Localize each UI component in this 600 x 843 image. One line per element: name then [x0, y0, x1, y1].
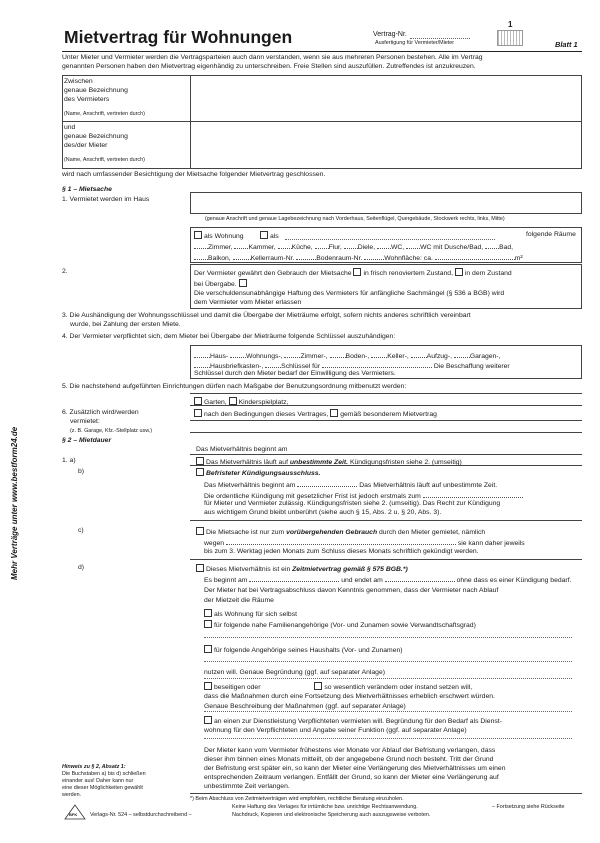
mieter-hint: (Name, Anschrift, vertreten durch)	[64, 157, 145, 163]
option-d-line-10: dass die Maßnahmen durch eine Fortsetzung des Mietverhältnisses erheblich erschwert würden.	[204, 693, 495, 700]
s1-item-1-label: 1. Vermietet werden im Haus	[62, 196, 150, 203]
option-a-label: 1. a)	[62, 457, 76, 464]
gemaess-checkbox[interactable]	[330, 409, 338, 417]
copy-number: 1	[508, 20, 513, 29]
hinweis-line-4: werden.	[62, 792, 82, 798]
option-d-line-12: an einen zur Dienstleistung Verpflichteten vermieten will. Begründung für den Bedarf als Dienst-	[204, 716, 502, 726]
section-1-heading: § 1 – Mietsache	[62, 186, 112, 193]
footer-fortsetzung: – Fortsetzung siehe Rückseite	[492, 804, 565, 810]
intro-line-1: Unter Mieter und Vermieter werden die Vertragsparteien auch dann verstanden, wenn sie aus mehreren Personen bestehen. Alle im Vertrag	[62, 54, 483, 61]
selbst-checkbox[interactable]	[204, 609, 212, 617]
vertrag-nr-label: Vertrag-Nr.	[373, 31, 407, 38]
option-d-line-2: Es beginnt am und endet am ohne dass es einer Kündigung bedarf.	[204, 577, 572, 584]
hinweis-title: Hinweis zu § 2, Absatz 1:	[62, 764, 126, 770]
option-b-checkbox[interactable]	[196, 468, 204, 476]
option-d-line-16: der Befristung erst später ein, so kann der Mieter eine Verlängerung des Mietverhältnisses um einen	[204, 765, 506, 772]
beseitigen-checkbox[interactable]	[204, 682, 212, 690]
footer-nachdruck: Nachdruck, Kopieren und elektronische Speicherung auch auszugsweise verboten.	[232, 812, 431, 818]
keys-line-3: Schlüssel durch den Mieter bedarf der Einwilligung des Vermieters.	[194, 370, 396, 377]
zwischen-label: Zwischen	[64, 78, 93, 85]
option-a-checkbox[interactable]	[196, 457, 204, 465]
option-c-label: c)	[78, 527, 84, 534]
option-d-selbst: als Wohnung für sich selbst	[204, 609, 297, 619]
option-d-checkbox[interactable]	[196, 564, 204, 572]
footer-verlag: Verlags-Nr. 524 – selbstdurchschreibend –	[90, 812, 192, 818]
option-d-haushalt: für folgende Angehörige seines Haushalts (Vor- und Zunamen)	[204, 645, 403, 655]
haftung-line-2: dem Vermieter vom Mieter erlassen	[194, 299, 302, 306]
vermieter-field[interactable]	[192, 77, 580, 119]
parties-closing: wird nach umfassender Besichtigung der Mietsache folgender Mietvertrag geschlossen.	[62, 171, 326, 178]
keys-line-2: Hausbriefkasten-, Schlüssel für Die Beschaffung weiterer	[194, 361, 580, 371]
s1-item-3-line-1: 3. Die Aushändigung der Wohnungsschlüssel und damit die Übergabe der Mieträume erfolgt, sofern nichts anderes schriftlich vereinbart	[62, 312, 471, 319]
option-c-line-2: wegen sie kann daher jeweils	[204, 540, 525, 547]
option-d-line-1: Dieses Mietverhältnis ist ein Zeitmietvertrag gemäß § 575 BGB.*)	[196, 564, 408, 574]
option-d-line-17: entsprechenden Zeitraum verlangen. Entfällt der Grund, so kann der Mieter eine Verlängerung auf	[204, 774, 499, 781]
bei-uebergabe-line: bei Übergabe.	[194, 279, 249, 289]
mieter-field[interactable]	[192, 123, 580, 167]
option-d-familie: für folgende nahe Familienangehörige (Vor- und Zunamen sowie Verwandtschaftsgrad)	[204, 620, 476, 630]
bedingungen-checkbox[interactable]	[194, 409, 202, 417]
option-d-line-11: Genaue Beschreibung der Maßnahmen (ggf. auf separater Anlage)	[204, 703, 406, 710]
option-d-line-15: dieser ihm binnen eines Monats mitteilt, ob der angegebene Grund noch besteht. Tritt der Grund	[204, 756, 494, 763]
blatt-label: Blatt 1	[555, 40, 578, 49]
s1-item-2-label: 2.	[62, 268, 68, 275]
publisher-logo: BFK	[64, 804, 86, 825]
mieter-label-1: genaue Bezeichnung	[64, 133, 128, 140]
option-b-line-3: für Mieter und Vermieter zulässig. Kündigungsfristen siehe 2. (umseitig). Das Recht zur Kündigung	[204, 500, 501, 507]
option-d-label: d)	[78, 564, 85, 571]
hinweis-line-2: einander aus! Daher kann nur	[62, 778, 134, 784]
s1-item-6-note: (z. B. Garage, Kfz.-Stellplatz usw.)	[70, 428, 153, 434]
option-b-heading: Befristeter Kündigungsausschluss.	[196, 468, 320, 478]
rooms-line-2: Balkon, Kellerraum-Nr. Bodenraum-Nr. Wohnfläche: ca. m²	[194, 253, 580, 263]
option-c-checkbox[interactable]	[196, 527, 204, 535]
option-d-line-9: beseitigen oder so wesentlich verändern oder instand setzen will,	[204, 682, 472, 692]
vermieter-label-1: genaue Bezeichnung	[64, 87, 128, 94]
zusatz-line: nach den Bedingungen dieses Vertrages, gemäß besonderem Mietvertrag	[194, 409, 437, 419]
gebrauch-line: Der Vermieter gewährt den Gebrauch der Mietsache in frisch renoviertem Zustand, in dem Zustand	[194, 270, 512, 277]
option-c-line-3: bis zum 3. Werktag jeden Monats zum Schluss dieses Monats schriftlich gekündigt werden.	[204, 548, 479, 555]
s1-item-6-line-1: 6. Zusätzlich wird/werden	[62, 409, 139, 416]
document-title: Mietvertrag für Wohnungen	[64, 27, 293, 47]
rooms-line-1: Zimmer, Kammer, Küche, Flur, Diele, WC, WC mit Dusche/Bad, Bad,	[194, 242, 580, 252]
haftung-line-1: Die verschuldensunabhängige Haftung des Vermieters für anfängliche Sachmängel (§ 536 a BGB) wird	[194, 290, 505, 297]
footer-note: *) Beim Abschluss von Zeitmietverträgen wird empfohlen, rechtliche Beratung einzuholen.	[190, 796, 404, 802]
und-label: und	[64, 124, 76, 131]
option-b-label: b)	[78, 468, 85, 475]
intro-line-2: genannten Personen haben den Mietvertrag eigenhändig zu unterschreiben. Freie Stellen sind auszufüllen. Zutreffendes ist anzukreuzen.	[62, 63, 476, 70]
option-b-line-4: aus wichtigem Grund bleibt unberührt (siehe auch § 15, Abs. 2 u. § 20, Abs. 3).	[204, 509, 442, 516]
als-wohnung-option[interactable]: als Wohnung	[194, 231, 244, 241]
hinweis-line-1: Die Buchstaben a) bis d) schließen	[62, 771, 146, 777]
renoviert-checkbox[interactable]	[353, 268, 361, 276]
footer-haftung: Keine Haftung des Verlages für irrtümliche bzw. unrichtige Rechtsanwendung.	[232, 804, 418, 810]
option-a-text: Das Mietverhältnis läuft auf unbestimmte Zeit. Kündigungsfristen siehe 2. (umseitig)	[196, 457, 462, 467]
option-b-line-2: Die ordentliche Kündigung mit gesetzlicher Frist ist jedoch erstmals zum	[204, 491, 523, 501]
s1-item-3-line-2: wurde, bei Zahlung der ersten Miete.	[70, 321, 181, 328]
dienst-checkbox[interactable]	[204, 716, 212, 724]
option-b-line-1: Das Mietverhältnis beginnt am Das Mietverhältnis läuft auf unbestimmte Zeit.	[204, 482, 498, 489]
folgende-raeume-label: folgende Räume	[526, 231, 576, 238]
als-wohnung-checkbox[interactable]	[194, 231, 202, 239]
hinweis-line-3: eine dieser Möglichkeiten gewählt	[62, 785, 143, 791]
mieter-label-2: des/der Mieter	[64, 142, 108, 149]
option-d-line-4: der Mietzeit die Räume	[204, 597, 274, 604]
vermieter-hint: (Name, Anschrift, vertreten durch)	[64, 111, 145, 117]
option-d-line-13: wohnung für den Verpflichteten und Angabe seiner Funktion (ggf. auf separater Anlage)	[204, 727, 467, 734]
als-checkbox[interactable]	[260, 231, 268, 239]
option-d-line-18: unbestimmte Zeit verlangen.	[204, 783, 290, 790]
option-d-line-3: Der Mieter hat bei Vertragsabschluss davon Kenntnis genommen, dass der Vermieter nach Ablauf	[204, 587, 499, 594]
ausfertigung-label: Ausfertigung für Vermieter/Mieter	[375, 40, 455, 46]
zustand-checkbox[interactable]	[455, 268, 463, 276]
vermieter-label-2: des Vermieters	[64, 96, 110, 103]
house-address-field[interactable]	[190, 192, 582, 214]
s1-item-6-line-2: vermietet:	[70, 418, 100, 425]
barcode-stamp	[497, 30, 523, 46]
haftung-checkbox[interactable]	[239, 279, 247, 287]
beginnt-label: Das Mietverhältnis beginnt am	[196, 446, 288, 453]
address-note: (genaue Anschrift und genaue Lagebezeichnung nach Vorderhaus, Seitenflügel, Quergebäude, Stockwerk rechts, links, Mitte)	[205, 216, 505, 222]
option-c-line-1: Die Mietsache ist nur zum vorübergehenden Gebrauch durch den Mieter gemietet, nämlich	[196, 527, 485, 537]
s1-item-4-label: 4. Der Vermieter verpflichtet sich, dem Mieter bei Übergabe der Mieträume folgende Schlüssel auszuhändigen:	[62, 333, 396, 340]
einrichtungen-line: Garten, Kinderspielplatz,	[194, 397, 288, 407]
familie-checkbox[interactable]	[204, 620, 212, 628]
haushalt-checkbox[interactable]	[204, 645, 212, 653]
keys-line-1: Haus- Wohnungs-, Zimmer-, Boden-, Keller-, Aufzug-, Garagen-,	[194, 351, 580, 361]
option-d-line-14: Der Mieter kann vom Vermieter frühestens vier Monate vor Ablauf der Befristung verlangen, dass	[204, 747, 496, 754]
garten-checkbox[interactable]	[194, 397, 202, 405]
als-option[interactable]: als	[260, 231, 279, 241]
veraendern-checkbox[interactable]	[314, 682, 322, 690]
option-d-line-8: nutzen will. Genaue Begründung (ggf. auf separater Anlage)	[204, 669, 385, 676]
kinderspielplatz-checkbox[interactable]	[229, 397, 237, 405]
s1-item-5-label: 5. Die nachstehend aufgeführten Einrichtungen dürfen nach Maßgabe der Benutzungsordnung mitbenutzt werden:	[62, 383, 407, 390]
section-2-heading: § 2 – Mietdauer	[62, 437, 112, 444]
